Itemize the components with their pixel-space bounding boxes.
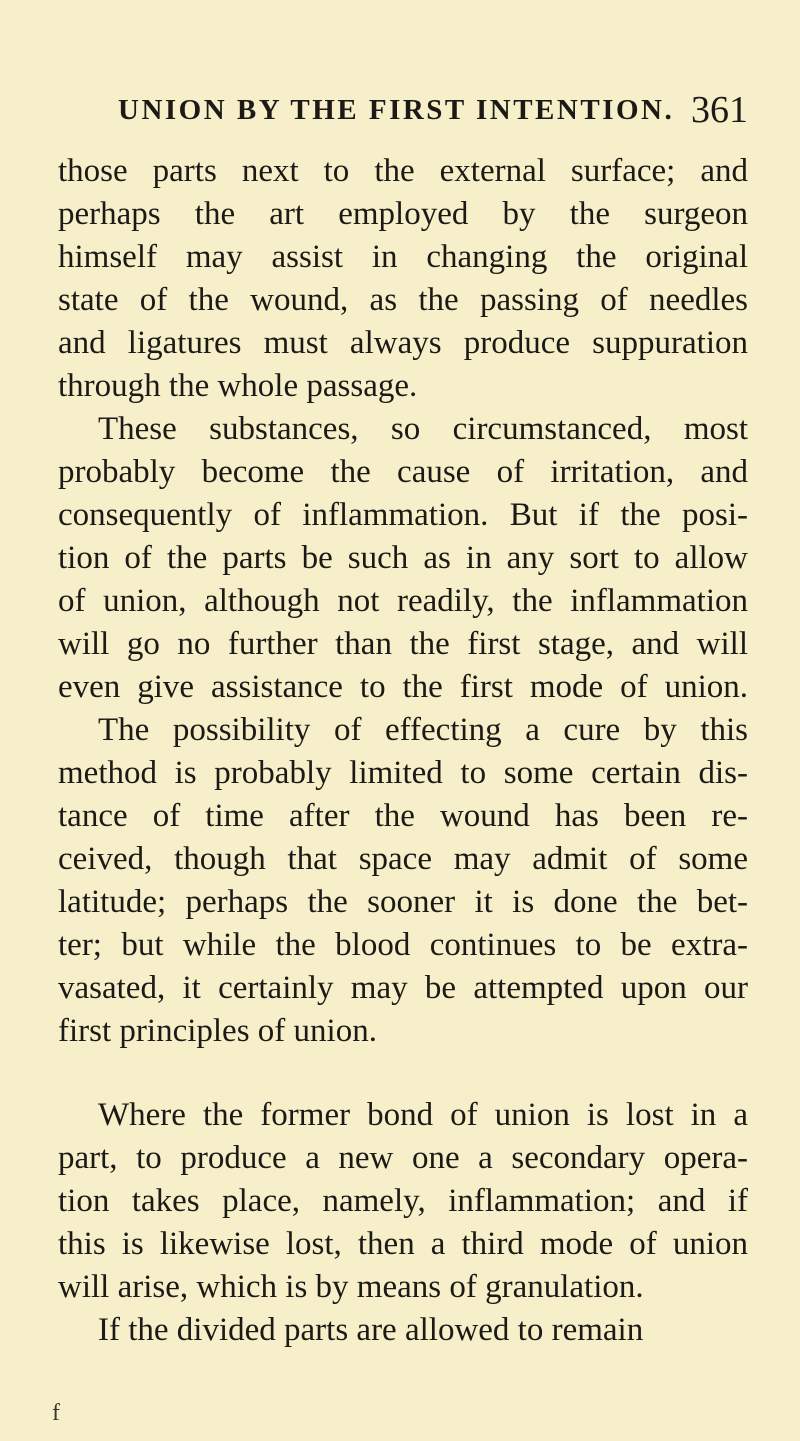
text-line: method is probably limited to some certain dis- — [58, 755, 748, 791]
running-title: UNION BY THE FIRST INTENTION. — [118, 94, 675, 126]
text-line: If the divided parts are allowed to remain — [98, 1312, 644, 1348]
text-line: ceived, though that space may admit of some — [58, 841, 748, 877]
text-line: part, to produce a new one a secondary opera- — [58, 1140, 748, 1176]
text-line: will go no further than the first stage, and will — [58, 626, 748, 662]
text-line: of union, although not readily, the inflammation — [58, 583, 748, 619]
text-line: perhaps the art employed by the surgeon — [58, 196, 748, 232]
text-line: These substances, so circumstanced, most — [98, 411, 748, 447]
text-line: through the whole passage. — [58, 368, 418, 404]
text-line: probably become the cause of irritation, and — [58, 454, 748, 490]
text-line: state of the wound, as the passing of needles — [58, 282, 748, 318]
text-line: tion takes place, namely, inflammation; and if — [58, 1183, 748, 1219]
signature-mark: f — [52, 1400, 60, 1426]
text-line: The possibility of effecting a cure by this — [98, 712, 748, 748]
text-line: tance of time after the wound has been re- — [58, 798, 748, 834]
text-line: even give assistance to the first mode of union. — [58, 669, 748, 705]
text-line: will arise, which is by means of granulation. — [58, 1269, 644, 1305]
text-line: himself may assist in changing the original — [58, 239, 748, 275]
running-head — [118, 88, 748, 138]
text-line: ter; but while the blood continues to be extra- — [58, 927, 748, 963]
text-line: consequently of inflammation. But if the posi- — [58, 497, 748, 533]
text-line: first principles of union. — [58, 1013, 377, 1049]
text-line: this is likewise lost, then a third mode of union — [58, 1226, 748, 1262]
text-line: latitude; perhaps the sooner it is done the bet- — [58, 884, 748, 920]
text-line: tion of the parts be such as in any sort to allow — [58, 540, 748, 576]
text-line: vasated, it certainly may be attempted upon our — [58, 970, 748, 1006]
page-number: 361 — [691, 89, 748, 131]
text-line: those parts next to the external surface; and — [58, 153, 748, 189]
text-line: Where the former bond of union is lost in a — [98, 1097, 748, 1133]
text-line: and ligatures must always produce suppuration — [58, 325, 748, 361]
